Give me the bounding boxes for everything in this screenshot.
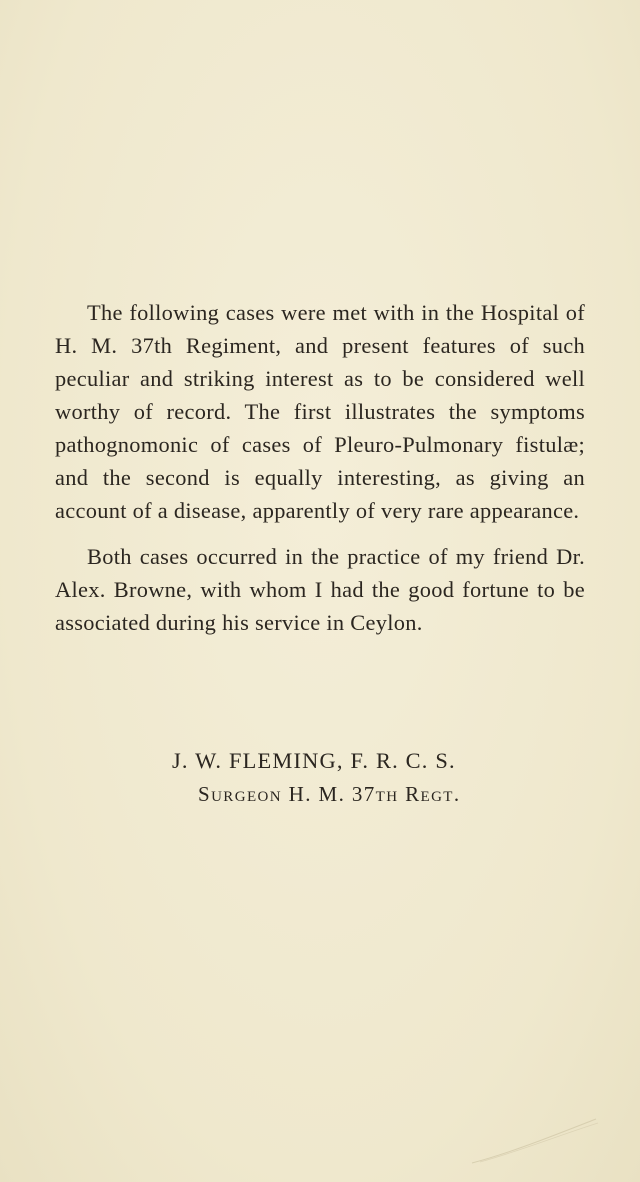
- paragraph-intro: The following cases were met with in the Hospital of H. M. 37th Regiment, and present features of such peculiar and striking interest as to be considered well worthy of record. The first illustrates the symptoms pathognomonic of cases of Pleuro-Pulmonary fistulæ; and the second is equally interesting, as giving an account of a disease, apparently of very rare appearance.: [55, 300, 585, 523]
- body-text: [55, 296, 585, 639]
- signature-title: Surgeon H. M. 37th Regt.: [198, 782, 461, 806]
- paragraph-cases: Both cases occurred in the practice of my friend Dr. Alex. Browne, with whom I had the good fortune to be associated during his service in Ceylon.: [55, 544, 585, 635]
- faint-pen-mark: [470, 1115, 600, 1165]
- signature-name: J. W. FLEMING, F. R. C. S.: [172, 748, 456, 773]
